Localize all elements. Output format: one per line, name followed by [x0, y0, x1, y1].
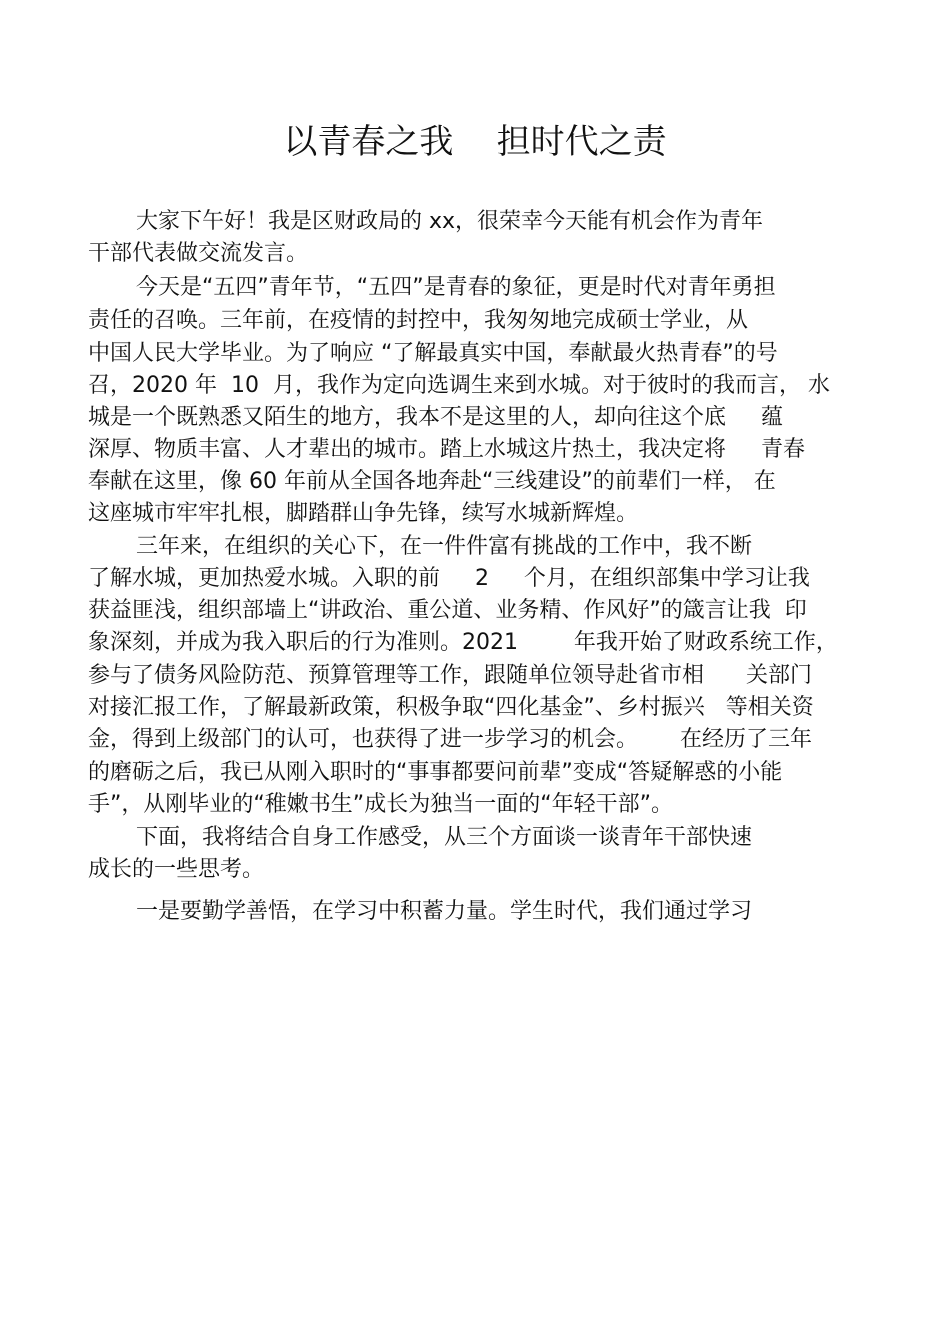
paragraph-2-line-1: 今天是“五四”青年节，“五四”是青春的象征，更是时代对青年勇担 — [136, 275, 776, 300]
paragraph-4-line-1: 下面，我将结合自身工作感受，从三个方面谈一谈青年干部快速 — [136, 825, 753, 850]
paragraph-5-line-1: 一是要勤学善悟，在学习中积蓄力量。学生时代，我们通过学习 — [136, 899, 753, 924]
paragraph-1-line-1: 大家下午好！我是区财政局的 xx，很荣幸今天能有机会作为青年 — [136, 209, 764, 234]
paragraph-2-line-8: 这座城市牢牢扎根，脚踏群山争先锋，续写水城新辉煌。 — [88, 501, 639, 526]
paragraph-2-line-7: 奉献在这里，像 60 年前从全国各地奔赴“三线建设”的前辈们一样， 在 — [88, 469, 776, 494]
paragraph-3-line-5: 参与了债务风险防范、预算管理等工作，跟随单位领导赴省市相 关部门 — [88, 663, 812, 688]
paragraph-3-line-1: 三年来，在组织的关心下，在一件件富有挑战的工作中，我不断 — [136, 534, 753, 559]
paragraph-3-line-8: 的磨砺之后，我已从刚入职时的“事事都要问前辈”变成“答疑解惑的小能 — [88, 760, 783, 785]
paragraph-3-line-3: 获益匪浅，组织部墙上“讲政治、重公道、业务精、作风好”的箴言让我 印 — [88, 598, 807, 623]
paragraph-3-line-9: 手”，从刚毕业的“稚嫩书生”成长为独当一面的“年轻干部”。 — [88, 792, 673, 817]
paragraph-3-line-6: 对接汇报工作，了解最新政策，积极争取“四化基金”、乡村振兴 等相关资 — [88, 695, 814, 720]
paragraph-3-line-2: 了解水城，更加热爱水城。入职的前 2 个月，在组织部集中学习让我 — [88, 566, 810, 591]
paragraph-2-line-3: 中国人民大学毕业。为了响应 “了解最真实中国，奉献最火热青春”的号 — [88, 341, 778, 366]
paragraph-2-line-5: 城是一个既熟悉又陌生的地方，我本不是这里的人，却向往这个底 蕴 — [88, 405, 783, 430]
paragraph-3-line-7: 金，得到上级部门的认可，也获得了进一步学习的机会。 在经历了三年 — [88, 727, 812, 752]
paragraph-2-line-6: 深厚、物质丰富、人才辈出的城市。踏上水城这片热土，我决定将 青春 — [88, 437, 805, 462]
paragraph-3-line-4: 象深刻，并成为我入职后的行为准则。2021 年我开始了财政系统工作， — [88, 630, 838, 655]
document-title: 以青春之我 担时代之责 — [283, 122, 667, 162]
paragraph-2-line-2: 责任的召唤。三年前，在疫情的封控中，我匆匆地完成硕士学业，从 — [88, 308, 749, 333]
paragraph-1-line-2: 干部代表做交流发言。 — [88, 241, 309, 266]
paragraph-2-line-4: 召，2020 年 10 月，我作为定向选调生来到水城。对于彼时的我而言， 水 — [88, 373, 830, 398]
paragraph-4-line-2: 成长的一些思考。 — [88, 857, 265, 882]
